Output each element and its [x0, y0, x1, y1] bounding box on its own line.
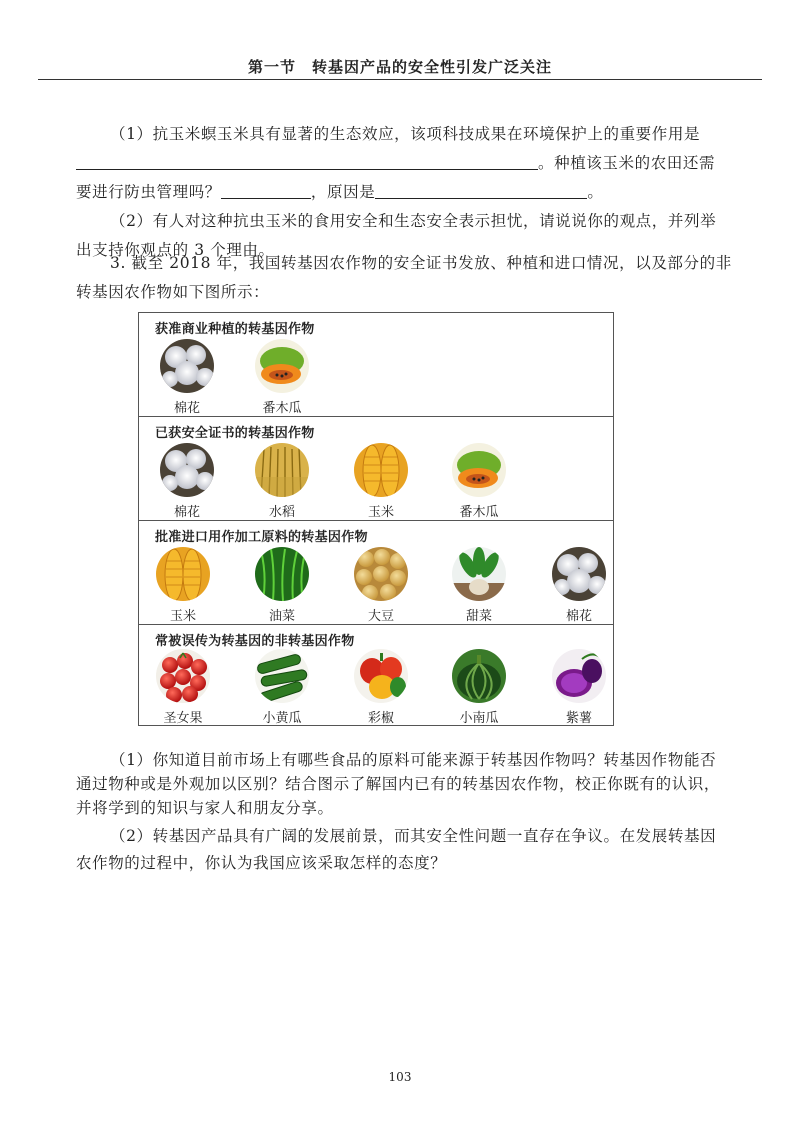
section-misreported-non-gm	[139, 625, 613, 725]
purple-potato-icon	[552, 649, 606, 703]
crop-label: 玉米	[169, 609, 196, 624]
section-title: 已获安全证书的转基因作物	[155, 426, 315, 441]
q3-line1: 3. 截至 2018 年，我国转基因农作物的安全证书发放、种植和进口情况，以及部分的非	[110, 254, 732, 272]
crop-label: 番木瓜	[262, 401, 302, 416]
crop-item	[449, 649, 509, 726]
crop-item	[449, 443, 509, 520]
header-divider	[38, 79, 762, 80]
crop-item	[252, 339, 312, 416]
crop-label: 棉花	[565, 609, 592, 624]
q3-part1-line3: 并将学到的知识与家人和朋友分享。	[76, 799, 334, 817]
q1-line3-text-b: ，原因是	[310, 183, 376, 201]
crop-item	[252, 649, 312, 726]
crop-label: 甜菜	[465, 609, 492, 624]
crop-label: 玉米	[367, 505, 394, 520]
page-header	[0, 0, 800, 80]
crop-label: 棉花	[173, 505, 200, 520]
cucumber-icon	[255, 649, 309, 703]
crop-item	[252, 547, 312, 624]
q1-line3	[76, 180, 603, 202]
q3-part1-line2: 通过物种或是外观加以区别？结合图示了解国内已有的转基因农作物，校正你既有的认识，	[76, 775, 721, 793]
cherry-tomato-icon	[156, 649, 210, 703]
crop-item	[153, 547, 213, 624]
crop-label: 紫薯	[565, 711, 592, 726]
crop-item	[351, 547, 411, 624]
q1-part2-line2: 出支持你观点的 3 个理由。	[76, 241, 275, 259]
cotton-icon	[552, 547, 606, 601]
corn-icon	[354, 443, 408, 497]
crop-label: 棉花	[173, 401, 200, 416]
crop-item	[351, 649, 411, 726]
sugarbeet-icon	[452, 547, 506, 601]
rice-icon	[255, 443, 309, 497]
q1-line3-text-c: 。	[587, 183, 604, 201]
q1-line2-text: 。种植该玉米的农田还需	[538, 154, 716, 172]
answer-blank-environment-role[interactable]	[76, 154, 538, 170]
section-title: 批准进口用作加工原料的转基因作物	[155, 530, 368, 545]
q1-part2-line1: （2）有人对这种抗虫玉米的食用安全和生态安全表示担忧，请说说你的观点，并列举	[110, 212, 717, 230]
page-number: 103	[388, 1070, 412, 1084]
crop-label: 水稻	[268, 505, 295, 520]
section-title: 获准商业种植的转基因作物	[155, 322, 315, 337]
crop-label: 小黄瓜	[262, 711, 302, 726]
crop-label: 油菜	[268, 609, 295, 624]
gm-crops-figure	[138, 312, 614, 726]
crop-item	[252, 443, 312, 520]
crop-label: 彩椒	[367, 711, 394, 726]
soybean-icon	[354, 547, 408, 601]
corn-icon	[156, 547, 210, 601]
crop-label: 大豆	[367, 609, 394, 624]
q3-part1-line1: （1）你知道目前市场上有哪些食品的原料可能来源于转基因作物吗？转基因作物能否	[110, 751, 717, 769]
crop-item	[157, 443, 217, 520]
crop-label: 小南瓜	[459, 711, 499, 726]
papaya-icon	[255, 339, 309, 393]
q1-line2	[76, 151, 715, 173]
bell-pepper-icon	[354, 649, 408, 703]
pumpkin-icon	[452, 649, 506, 703]
q3-part2-line1: （2）转基因产品具有广阔的发展前景，而其安全性问题一直存在争议。在发展转基因	[110, 827, 717, 845]
section-safety-certificate	[139, 417, 613, 521]
crop-label: 圣女果	[163, 711, 203, 726]
crop-item	[157, 339, 217, 416]
section-commercial-planting	[139, 313, 613, 417]
crop-item	[351, 443, 411, 520]
section-import-processing	[139, 521, 613, 625]
answer-blank-reason[interactable]	[375, 183, 587, 199]
q3-line2: 转基因农作物如下图所示：	[76, 283, 270, 301]
papaya-icon	[452, 443, 506, 497]
crop-item	[549, 547, 609, 624]
rapeseed-icon	[255, 547, 309, 601]
cotton-icon	[160, 339, 214, 393]
q1-line1: （1）抗玉米螟玉米具有显著的生态效应，该项科技成果在环境保护上的重要作用是	[110, 125, 701, 143]
cotton-icon	[160, 443, 214, 497]
section-title: 常被误传为转基因的非转基因作物	[155, 634, 355, 649]
chapter-section-title: 第一节 转基因产品的安全性引发广泛关注	[247, 58, 552, 76]
q1-line3-text-a: 要进行防虫管理吗？	[76, 183, 221, 201]
crop-item	[449, 547, 509, 624]
crop-item	[153, 649, 213, 726]
q3-part2-line2: 农作物的过程中，你认为我国应该采取怎样的态度？	[76, 854, 447, 872]
crop-label: 番木瓜	[459, 505, 499, 520]
crop-item	[549, 649, 609, 726]
answer-blank-pest-management[interactable]	[221, 183, 311, 199]
